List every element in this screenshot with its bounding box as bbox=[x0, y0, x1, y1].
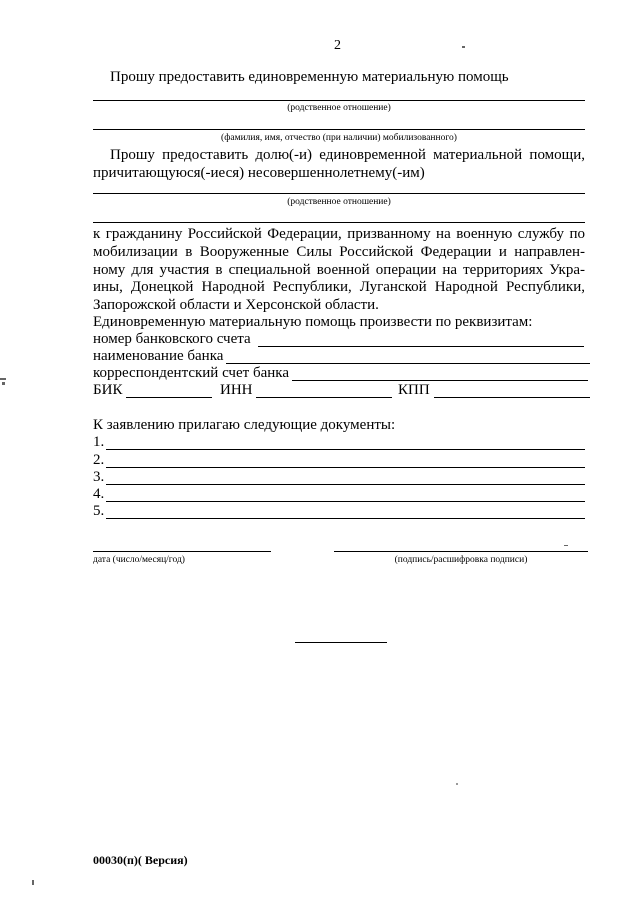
relation-caption-1: (родственное отношение) bbox=[287, 103, 391, 113]
corr-account-field[interactable] bbox=[292, 380, 588, 381]
relation-line-2[interactable] bbox=[93, 193, 585, 194]
attachments-title: К заявлению прилагаю следующие документы: bbox=[93, 417, 396, 433]
bik-field[interactable] bbox=[126, 397, 212, 398]
attachment-number-2: 2. bbox=[93, 452, 105, 468]
inn-field[interactable] bbox=[256, 397, 392, 398]
kpp-label: КПП bbox=[398, 382, 430, 398]
date-field[interactable] bbox=[93, 551, 271, 552]
attachment-number-5: 5. bbox=[93, 503, 105, 519]
form-code: 00030(п)( Версия) bbox=[93, 853, 188, 867]
attachment-number-3: 3. bbox=[93, 469, 105, 485]
signature-field[interactable] bbox=[334, 551, 588, 552]
account-label: номер банковского счета bbox=[93, 331, 251, 347]
signature-caption: (подпись/расшифровка подписи) bbox=[394, 555, 528, 565]
bik-label: БИК bbox=[93, 382, 123, 398]
citizen-line-2: мобилизации в Вооруженные Силы Российской Федерации и направлен- bbox=[93, 244, 585, 260]
request-text-1: Прошу предоставить единовременную материальную помощь bbox=[110, 69, 509, 85]
relation-caption-2: (родственное отношение) bbox=[287, 197, 391, 207]
account-field[interactable] bbox=[258, 346, 584, 347]
bank-name-label: наименование банка bbox=[93, 348, 224, 364]
scan-speck bbox=[0, 378, 6, 380]
date-caption: дата (число/месяц/год) bbox=[93, 555, 185, 565]
corr-account-label: корреспондентский счет банка bbox=[93, 365, 289, 381]
scan-speck bbox=[564, 545, 568, 546]
citizen-line-1: к гражданину Российской Федерации, призванному на военную службу по bbox=[93, 226, 585, 242]
minor-name-line[interactable] bbox=[93, 222, 585, 223]
request-text-2-line1: Прошу предоставить долю(-и) единовременной материальной помощи, bbox=[110, 147, 585, 163]
attachment-number-4: 4. bbox=[93, 486, 105, 502]
page-number: 2 bbox=[334, 38, 341, 53]
attachment-field-1[interactable] bbox=[106, 449, 585, 450]
payment-intro: Единовременную материальную помощь произвести по реквизитам: bbox=[93, 314, 533, 330]
scan-speck bbox=[2, 382, 5, 385]
request-text-2-line2: причитающуюся(-иеся) несовершеннолетнему(-им) bbox=[93, 165, 425, 181]
scan-speck bbox=[32, 880, 34, 885]
attachment-field-3[interactable] bbox=[106, 484, 585, 485]
relation-line-1[interactable] bbox=[93, 100, 585, 101]
citizen-line-4: ины, Донецкой Народной Республики, Луганской Народной Республики, bbox=[93, 279, 585, 295]
fio-line[interactable] bbox=[93, 129, 585, 130]
citizen-line-5: Запорожской области и Херсонской области. bbox=[93, 297, 379, 313]
closing-rule bbox=[295, 642, 387, 643]
attachment-field-2[interactable] bbox=[106, 467, 585, 468]
scan-speck bbox=[462, 46, 465, 48]
inn-label: ИНН bbox=[220, 382, 253, 398]
attachment-field-5[interactable] bbox=[106, 518, 585, 519]
attachment-number-1: 1. bbox=[93, 434, 105, 450]
fio-caption: (фамилия, имя, отчество (при наличии) мобилизованного) bbox=[221, 133, 457, 143]
scan-speck bbox=[456, 783, 458, 785]
kpp-field[interactable] bbox=[434, 397, 590, 398]
attachment-field-4[interactable] bbox=[106, 501, 585, 502]
citizen-line-3: ному для участия в специальной военной операции на территориях Укра- bbox=[93, 262, 585, 278]
